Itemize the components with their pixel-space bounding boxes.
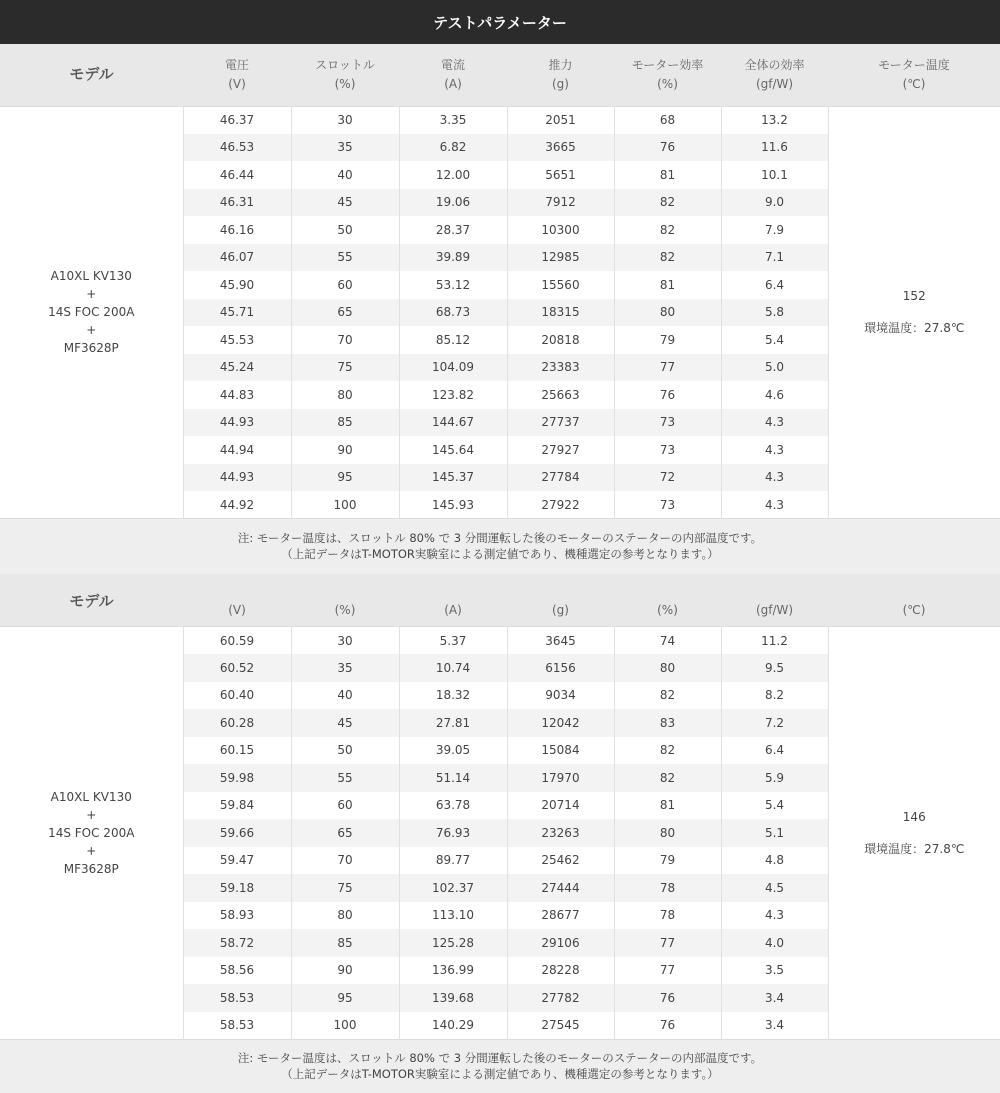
table-cell: 59.66 [183, 819, 291, 847]
table-cell: 60.40 [183, 682, 291, 710]
table-cell: 6156 [507, 654, 614, 682]
table-cell: 27927 [507, 436, 614, 464]
column-header [183, 574, 291, 627]
note-line: （上記データはT-MOTOR実験室による測定値であり、機種選定の参考となります。） [0, 546, 1000, 562]
table-cell: 76 [614, 984, 721, 1012]
table-cell: 46.37 [183, 106, 291, 134]
table-cell: 60.28 [183, 709, 291, 737]
motor-temperature-value: 152 [829, 286, 1000, 306]
table-cell: 28677 [507, 902, 614, 930]
model-line: + [0, 806, 183, 824]
table-cell: 5.4 [721, 326, 828, 354]
table-cell: 74 [614, 627, 721, 655]
table-cell: 45 [291, 709, 399, 737]
note-cell [0, 1039, 1000, 1093]
column-unit: (gf/W) [721, 601, 828, 620]
table-cell: 3.5 [721, 957, 828, 985]
table-row [0, 106, 1000, 134]
table-cell: 5.8 [721, 299, 828, 327]
table-cell: 82 [614, 737, 721, 765]
spacer [829, 306, 1000, 318]
table-cell: 3645 [507, 627, 614, 655]
column-name: モーター効率 [614, 56, 721, 75]
page-title: テストパラメーター [0, 0, 1000, 44]
table-cell: 65 [291, 819, 399, 847]
table-cell: 58.53 [183, 984, 291, 1012]
table-cell: 73 [614, 491, 721, 519]
table-cell: 53.12 [399, 271, 507, 299]
note-line: 注: モーター温度は、スロットル 80% で 3 分間運転した後のモーターのステーターの内部温度です。 [0, 530, 1000, 546]
table-cell: 90 [291, 436, 399, 464]
model-line: 14S FOC 200A [0, 303, 183, 321]
params-table [0, 44, 1000, 574]
table-cell: 125.28 [399, 929, 507, 957]
table-cell: 78 [614, 902, 721, 930]
table-cell: 60.52 [183, 654, 291, 682]
model-header: モデル [0, 44, 183, 106]
table-cell: 44.92 [183, 491, 291, 519]
table-cell: 20714 [507, 792, 614, 820]
table-cell: 80 [614, 819, 721, 847]
table-cell: 82 [614, 764, 721, 792]
column-unit: (A) [399, 75, 507, 94]
table-cell: 85 [291, 929, 399, 957]
table-cell: 10.1 [721, 161, 828, 189]
table-cell: 85 [291, 409, 399, 437]
table-cell: 11.6 [721, 134, 828, 162]
table-cell: 5.1 [721, 819, 828, 847]
table-cell: 19.06 [399, 189, 507, 217]
table-cell: 20818 [507, 326, 614, 354]
table-cell: 77 [614, 354, 721, 382]
model-cell [0, 627, 183, 1040]
table-cell: 46.53 [183, 134, 291, 162]
table-cell: 12985 [507, 244, 614, 272]
table-cell: 4.6 [721, 381, 828, 409]
table-cell: 12042 [507, 709, 614, 737]
model-header: モデル [0, 574, 183, 627]
column-unit: (%) [291, 601, 399, 620]
model-cell [0, 106, 183, 519]
table-row [0, 627, 1000, 655]
table-cell: 100 [291, 1012, 399, 1040]
table-cell: 5651 [507, 161, 614, 189]
column-header [183, 44, 291, 106]
table-cell: 27.81 [399, 709, 507, 737]
table-cell: 55 [291, 244, 399, 272]
table-cell: 72 [614, 464, 721, 492]
motor-temperature-cell [828, 106, 1000, 519]
table-cell: 44.83 [183, 381, 291, 409]
table-cell: 60 [291, 271, 399, 299]
table-cell: 123.82 [399, 381, 507, 409]
table-cell: 10300 [507, 216, 614, 244]
model-line: MF3628P [0, 860, 183, 878]
table-cell: 18.32 [399, 682, 507, 710]
table-cell: 4.3 [721, 436, 828, 464]
note-line: 注: モーター温度は、スロットル 80% で 3 分間運転した後のモーターのステーターの内部温度です。 [0, 1050, 1000, 1066]
table-cell: 58.53 [183, 1012, 291, 1040]
note-row [0, 1039, 1000, 1093]
table-cell: 100 [291, 491, 399, 519]
table-cell: 136.99 [399, 957, 507, 985]
table-cell: 95 [291, 464, 399, 492]
table-cell: 3.4 [721, 1012, 828, 1040]
column-unit: (g) [507, 75, 614, 94]
table-cell: 8.2 [721, 682, 828, 710]
table-cell: 46.31 [183, 189, 291, 217]
table-cell: 104.09 [399, 354, 507, 382]
table-cell: 50 [291, 737, 399, 765]
table-cell: 81 [614, 271, 721, 299]
model-line: A10XL KV130 [0, 267, 183, 285]
table-cell: 140.29 [399, 1012, 507, 1040]
test-parameters [0, 44, 1000, 1093]
table-cell: 75 [291, 354, 399, 382]
column-header [828, 574, 1000, 627]
table-cell: 80 [614, 299, 721, 327]
table-cell: 35 [291, 654, 399, 682]
column-name: 電圧 [183, 56, 291, 75]
table-cell: 80 [291, 902, 399, 930]
note-row [0, 519, 1000, 574]
table-cell: 17970 [507, 764, 614, 792]
table-cell: 82 [614, 189, 721, 217]
table-cell: 59.47 [183, 847, 291, 875]
column-unit: (g) [507, 601, 614, 620]
column-header [507, 574, 614, 627]
table-cell: 50 [291, 216, 399, 244]
column-header [614, 574, 721, 627]
table-cell: 5.0 [721, 354, 828, 382]
table-cell: 83 [614, 709, 721, 737]
table-cell: 89.77 [399, 847, 507, 875]
table-cell: 4.3 [721, 464, 828, 492]
table-cell: 58.93 [183, 902, 291, 930]
column-header [399, 574, 507, 627]
column-header [614, 44, 721, 106]
column-name: モーター温度 [828, 56, 1000, 75]
column-header [291, 574, 399, 627]
table-cell: 60 [291, 792, 399, 820]
table-cell: 39.05 [399, 737, 507, 765]
note-line: （上記データはT-MOTOR実験室による測定値であり、機種選定の参考となります。） [0, 1066, 1000, 1082]
column-unit: (%) [614, 601, 721, 620]
column-unit: (%) [614, 75, 721, 94]
column-name: 推力 [507, 56, 614, 75]
table-cell: 25663 [507, 381, 614, 409]
table-cell: 90 [291, 957, 399, 985]
table-cell: 76.93 [399, 819, 507, 847]
table-cell: 27444 [507, 874, 614, 902]
table-cell: 23383 [507, 354, 614, 382]
table-cell: 80 [291, 381, 399, 409]
table-cell: 28228 [507, 957, 614, 985]
table-cell: 46.07 [183, 244, 291, 272]
table-cell: 7.2 [721, 709, 828, 737]
table-cell: 76 [614, 381, 721, 409]
table-cell: 46.44 [183, 161, 291, 189]
table-cell: 77 [614, 929, 721, 957]
table-cell: 3.4 [721, 984, 828, 1012]
table-cell: 139.68 [399, 984, 507, 1012]
table-cell: 15084 [507, 737, 614, 765]
table-cell: 7.1 [721, 244, 828, 272]
table-cell: 145.64 [399, 436, 507, 464]
table-cell: 65 [291, 299, 399, 327]
table-cell: 6.4 [721, 737, 828, 765]
table-cell: 45.90 [183, 271, 291, 299]
table-cell: 44.94 [183, 436, 291, 464]
table-cell: 59.84 [183, 792, 291, 820]
spacer [829, 827, 1000, 839]
table-cell: 73 [614, 409, 721, 437]
model-line: + [0, 321, 183, 339]
table-cell: 51.14 [399, 764, 507, 792]
table-cell: 58.72 [183, 929, 291, 957]
table-cell: 59.98 [183, 764, 291, 792]
table-cell: 4.3 [721, 409, 828, 437]
column-unit: (V) [183, 601, 291, 620]
params-table [0, 574, 1000, 1093]
table-cell: 85.12 [399, 326, 507, 354]
table-cell: 81 [614, 792, 721, 820]
table-cell: 15560 [507, 271, 614, 299]
table-cell: 27782 [507, 984, 614, 1012]
table-cell: 30 [291, 106, 399, 134]
table-cell: 102.37 [399, 874, 507, 902]
table-cell: 13.2 [721, 106, 828, 134]
table-cell: 27737 [507, 409, 614, 437]
ambient-temperature: 環境温度：27.8℃ [829, 318, 1000, 338]
table-cell: 5.4 [721, 792, 828, 820]
table-cell: 76 [614, 1012, 721, 1040]
table-cell: 7.9 [721, 216, 828, 244]
table-cell: 55 [291, 764, 399, 792]
table-cell: 79 [614, 847, 721, 875]
table-cell: 60.59 [183, 627, 291, 655]
table-cell: 35 [291, 134, 399, 162]
table-cell: 4.3 [721, 491, 828, 519]
table-cell: 5.9 [721, 764, 828, 792]
table-cell: 82 [614, 244, 721, 272]
model-line: MF3628P [0, 339, 183, 357]
table-cell: 28.37 [399, 216, 507, 244]
table-cell: 30 [291, 627, 399, 655]
table-cell: 3.35 [399, 106, 507, 134]
header-row [0, 574, 1000, 627]
table-cell: 27545 [507, 1012, 614, 1040]
table-cell: 6.82 [399, 134, 507, 162]
table-cell: 81 [614, 161, 721, 189]
table-cell: 23263 [507, 819, 614, 847]
table-cell: 68 [614, 106, 721, 134]
table-cell: 145.37 [399, 464, 507, 492]
table-cell: 63.78 [399, 792, 507, 820]
table-cell: 70 [291, 326, 399, 354]
table-cell: 25462 [507, 847, 614, 875]
table-cell: 9034 [507, 682, 614, 710]
table-cell: 27922 [507, 491, 614, 519]
table-cell: 45.24 [183, 354, 291, 382]
column-name: 電流 [399, 56, 507, 75]
table-cell: 4.8 [721, 847, 828, 875]
table-cell: 6.4 [721, 271, 828, 299]
table-cell: 29106 [507, 929, 614, 957]
table-cell: 7912 [507, 189, 614, 217]
table-cell: 45.71 [183, 299, 291, 327]
model-line: + [0, 842, 183, 860]
column-unit: (gf/W) [721, 75, 828, 94]
table-cell: 40 [291, 682, 399, 710]
table-cell: 9.5 [721, 654, 828, 682]
table-cell: 9.0 [721, 189, 828, 217]
table-cell: 68.73 [399, 299, 507, 327]
table-cell: 3665 [507, 134, 614, 162]
table-cell: 60.15 [183, 737, 291, 765]
model-line: + [0, 285, 183, 303]
table-cell: 78 [614, 874, 721, 902]
table-cell: 95 [291, 984, 399, 1012]
column-header [721, 44, 828, 106]
table-cell: 11.2 [721, 627, 828, 655]
model-line: 14S FOC 200A [0, 824, 183, 842]
column-header [721, 574, 828, 627]
table-cell: 39.89 [399, 244, 507, 272]
table-cell: 145.93 [399, 491, 507, 519]
column-name: 全体の効率 [721, 56, 828, 75]
table-cell: 77 [614, 957, 721, 985]
table-cell: 2051 [507, 106, 614, 134]
table-cell: 82 [614, 216, 721, 244]
table-cell: 10.74 [399, 654, 507, 682]
column-unit: (℃) [828, 75, 1000, 94]
table-cell: 46.16 [183, 216, 291, 244]
table-cell: 40 [291, 161, 399, 189]
table-cell: 45 [291, 189, 399, 217]
table-cell: 4.3 [721, 902, 828, 930]
note-cell [0, 519, 1000, 574]
column-unit: (A) [399, 601, 507, 620]
table-cell: 80 [614, 654, 721, 682]
column-unit: (V) [183, 75, 291, 94]
table-cell: 58.56 [183, 957, 291, 985]
column-unit: (℃) [828, 601, 1000, 620]
column-header [507, 44, 614, 106]
table-cell: 45.53 [183, 326, 291, 354]
motor-temperature-value: 146 [829, 807, 1000, 827]
motor-temperature-cell [828, 627, 1000, 1040]
ambient-temperature: 環境温度：27.8℃ [829, 839, 1000, 859]
table-cell: 5.37 [399, 627, 507, 655]
table-cell: 44.93 [183, 464, 291, 492]
column-name: スロットル [291, 56, 399, 75]
column-unit: (%) [291, 75, 399, 94]
header-row [0, 44, 1000, 106]
table-cell: 18315 [507, 299, 614, 327]
table-cell: 82 [614, 682, 721, 710]
table-cell: 79 [614, 326, 721, 354]
table-cell: 113.10 [399, 902, 507, 930]
table-cell: 76 [614, 134, 721, 162]
table-cell: 27784 [507, 464, 614, 492]
column-header [399, 44, 507, 106]
model-line: A10XL KV130 [0, 788, 183, 806]
column-header [828, 44, 1000, 106]
table-cell: 4.5 [721, 874, 828, 902]
table-cell: 12.00 [399, 161, 507, 189]
table-cell: 4.0 [721, 929, 828, 957]
table-cell: 75 [291, 874, 399, 902]
table-cell: 59.18 [183, 874, 291, 902]
table-cell: 70 [291, 847, 399, 875]
table-cell: 144.67 [399, 409, 507, 437]
table-cell: 73 [614, 436, 721, 464]
table-cell: 44.93 [183, 409, 291, 437]
column-header [291, 44, 399, 106]
